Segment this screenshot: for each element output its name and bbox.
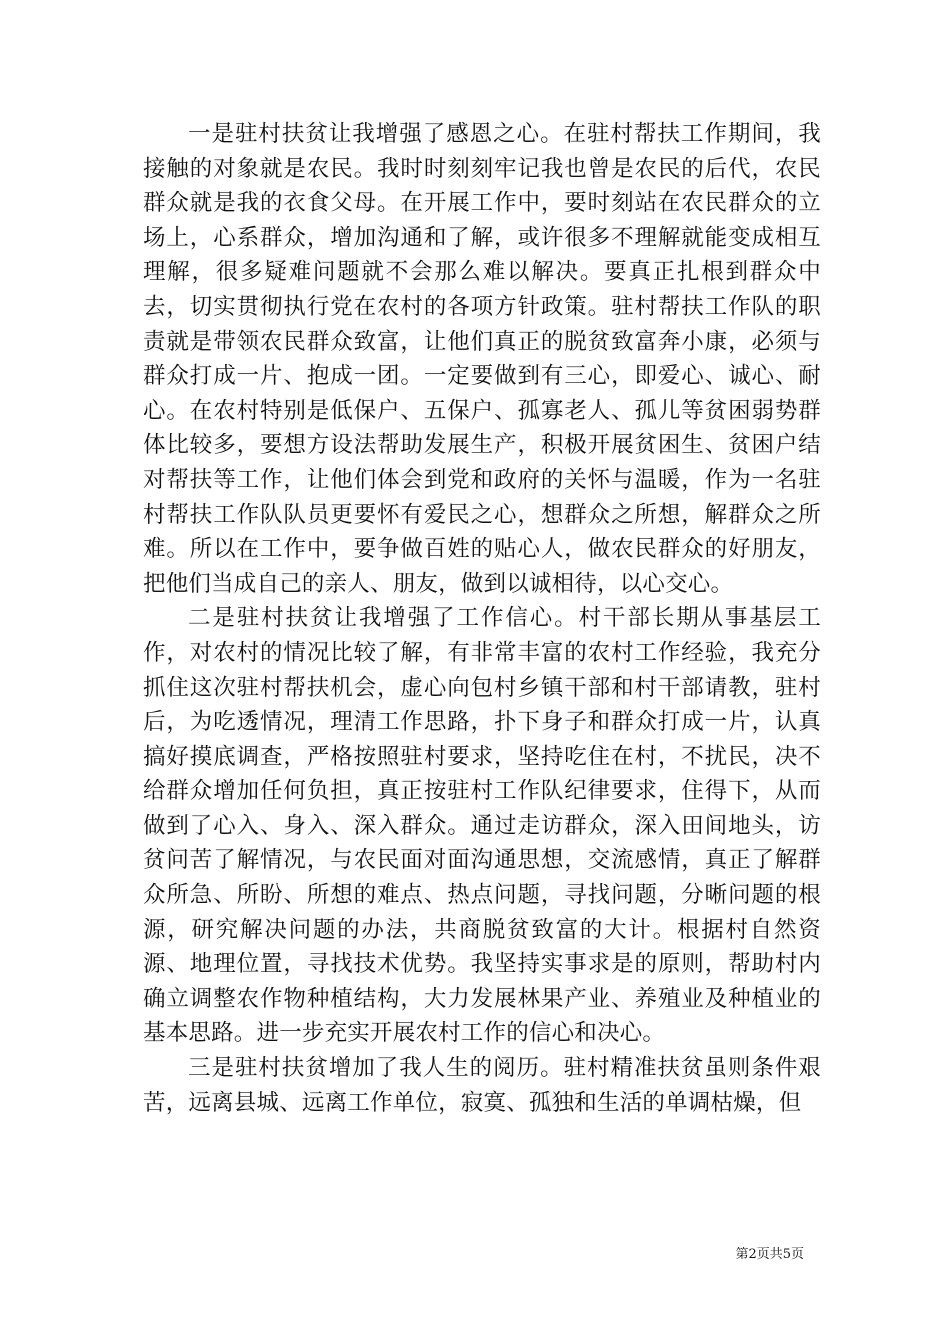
paragraph-2: 二是驻村扶贫让我增强了工作信心。村干部长期从事基层工作，对农村的情况比较了解，有非常丰富的农村工作经验，我充分抓住这次驻村帮扶机会，虚心向包村乡镇干部和村干部请教，驻村后，为吃透情况，理清工作思路，扑下身子和群众打成一片，认真搞好摸底调查，严格按照驻村要求，坚持吃住在村，不扰民，决不给群众增加任何负担，真正按驻村工作队纪律要求，住得下，从而做到了心入、身入、深入群众。通过走访群众，深入田间地头，访贫问苦了解情况，与农民面对面沟通思想，交流感情，真正了解群众所急、所盼、所想的难点、热点问题，寻找问题，分晰问题的根源，研究解决问题的办法，共商脱贫致富的大计。根据村自然资源、地理位置，寻找技术优势。我坚持实事求是的原则，帮助村内确立调整农作物种植结构，大力发展林果产业、养殖业及种植业的基本思路。进一步充实开展农村工作的信心和决心。 [143, 605, 821, 1047]
paragraph-1: 一是驻村扶贫让我增强了感恩之心。在驻村帮扶工作期间，我接触的对象就是农民。我时时刻刻牢记我也曾是农民的后代，农民群众就是我的衣食父母。在开展工作中，要时刻站在农民群众的立场上，心系群众，增加沟通和了解，或许很多不理解就能变成相互理解，很多疑难问题就不会那么难以解决。要真正扎根到群众中去，切实贯彻执行党在农村的各项方针政策。驻村帮扶工作队的职责就是带领农民群众致富，让他们真正的脱贫致富奔小康，必须与群众打成一片、抱成一团。一定要做到有三心，即爱心、诚心、耐心。在农村特别是低保户、五保户、孤寡老人、孤儿等贫困弱势群体比较多，要想方设法帮助发展生产，积极开展贫困生、贫困户结对帮扶等工作，让他们体会到党和政府的关怀与温暖，作为一名驻村帮扶工作队队员更要怀有爱民之心，想群众之所想，解群众之所难。所以在工作中，要争做百姓的贴心人，做农民群众的好朋友，把他们当成自己的亲人、朋友，做到以诚相待，以心交心。 [143, 121, 821, 597]
paragraph-3: 三是驻村扶贫增加了我人生的阅历。驻村精准扶贫虽则条件艰苦，远离县城、远离工作单位，寂寞、孤独和生活的单调枯燥，但 [143, 1055, 821, 1116]
document-body [143, 117, 821, 1120]
page-number: 第2页共5页 [735, 1247, 804, 1262]
